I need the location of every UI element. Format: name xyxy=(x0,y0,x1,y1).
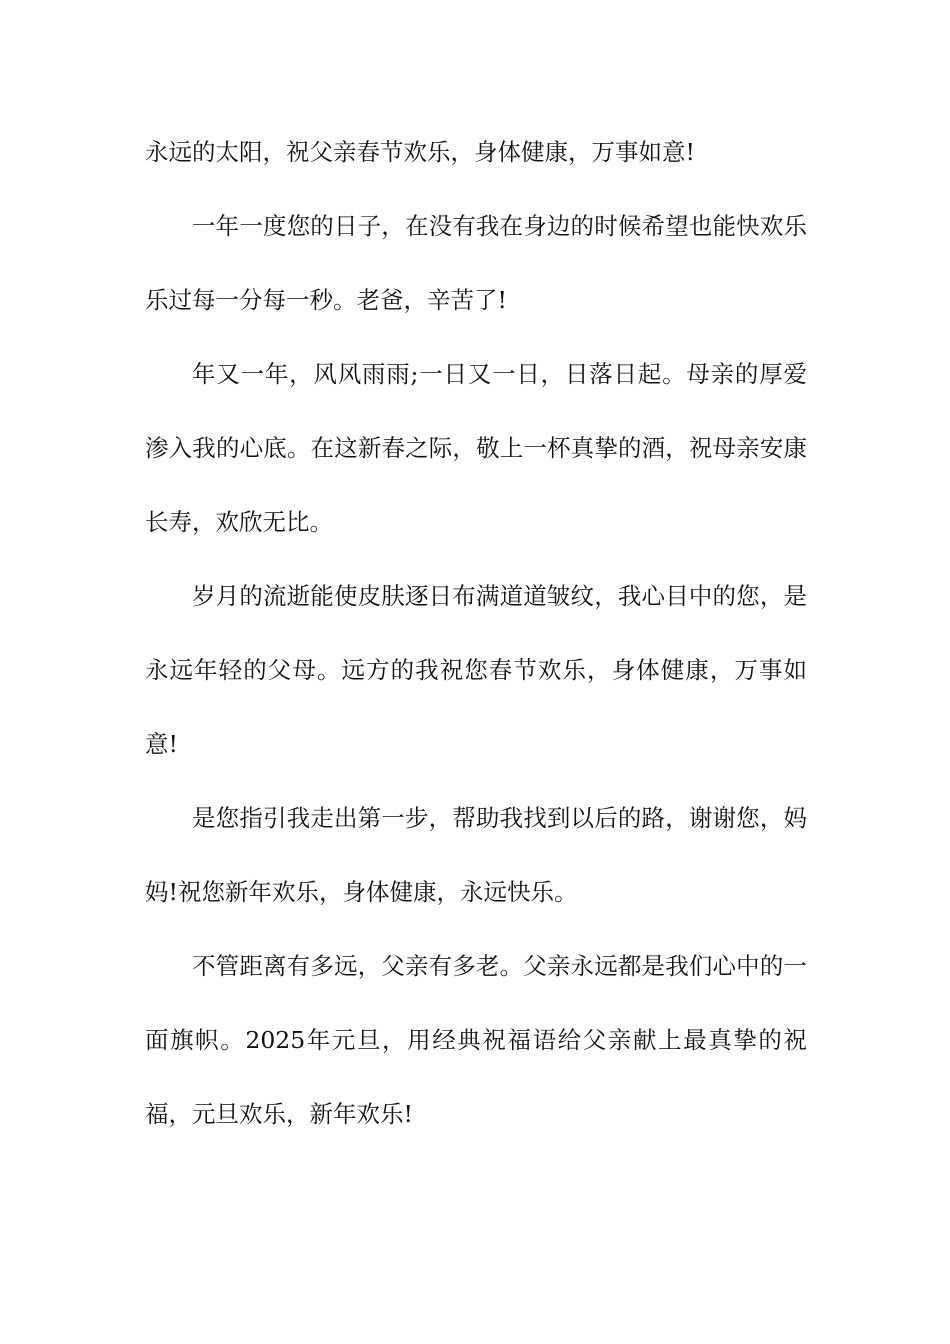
document-body xyxy=(145,115,807,1151)
paragraph-6: 不管距离有多远，父亲有多老。父亲永远都是我们心中的一面旗帜。2025年元旦，用经典祝福语给父亲献上最真挚的祝福，元旦欢乐，新年欢乐! xyxy=(145,952,807,1128)
paragraph-5: 是您指引我走出第一步，帮助我找到以后的路，谢谢您，妈妈!祝您新年欢乐，身体健康，永远快乐。 xyxy=(145,804,807,906)
paragraph-2: 一年一度您的日子，在没有我在身边的时候希望也能快欢乐乐过每一分每一秒。老爸，辛苦了! xyxy=(145,212,807,314)
paragraph-4: 岁月的流逝能使皮肤逐日布满道道皱纹，我心目中的您，是永远年轻的父母。远方的我祝您春节欢乐，身体健康，万事如意! xyxy=(145,582,807,758)
paragraph-1: 永远的太阳，祝父亲春节欢乐，身体健康，万事如意! xyxy=(145,138,695,166)
paragraph-3: 年又一年，风风雨雨;一日又一日，日落日起。母亲的厚爱渗入我的心底。在这新春之际，敬上一杯真挚的酒，祝母亲安康长寿，欢欣无比。 xyxy=(145,360,807,536)
